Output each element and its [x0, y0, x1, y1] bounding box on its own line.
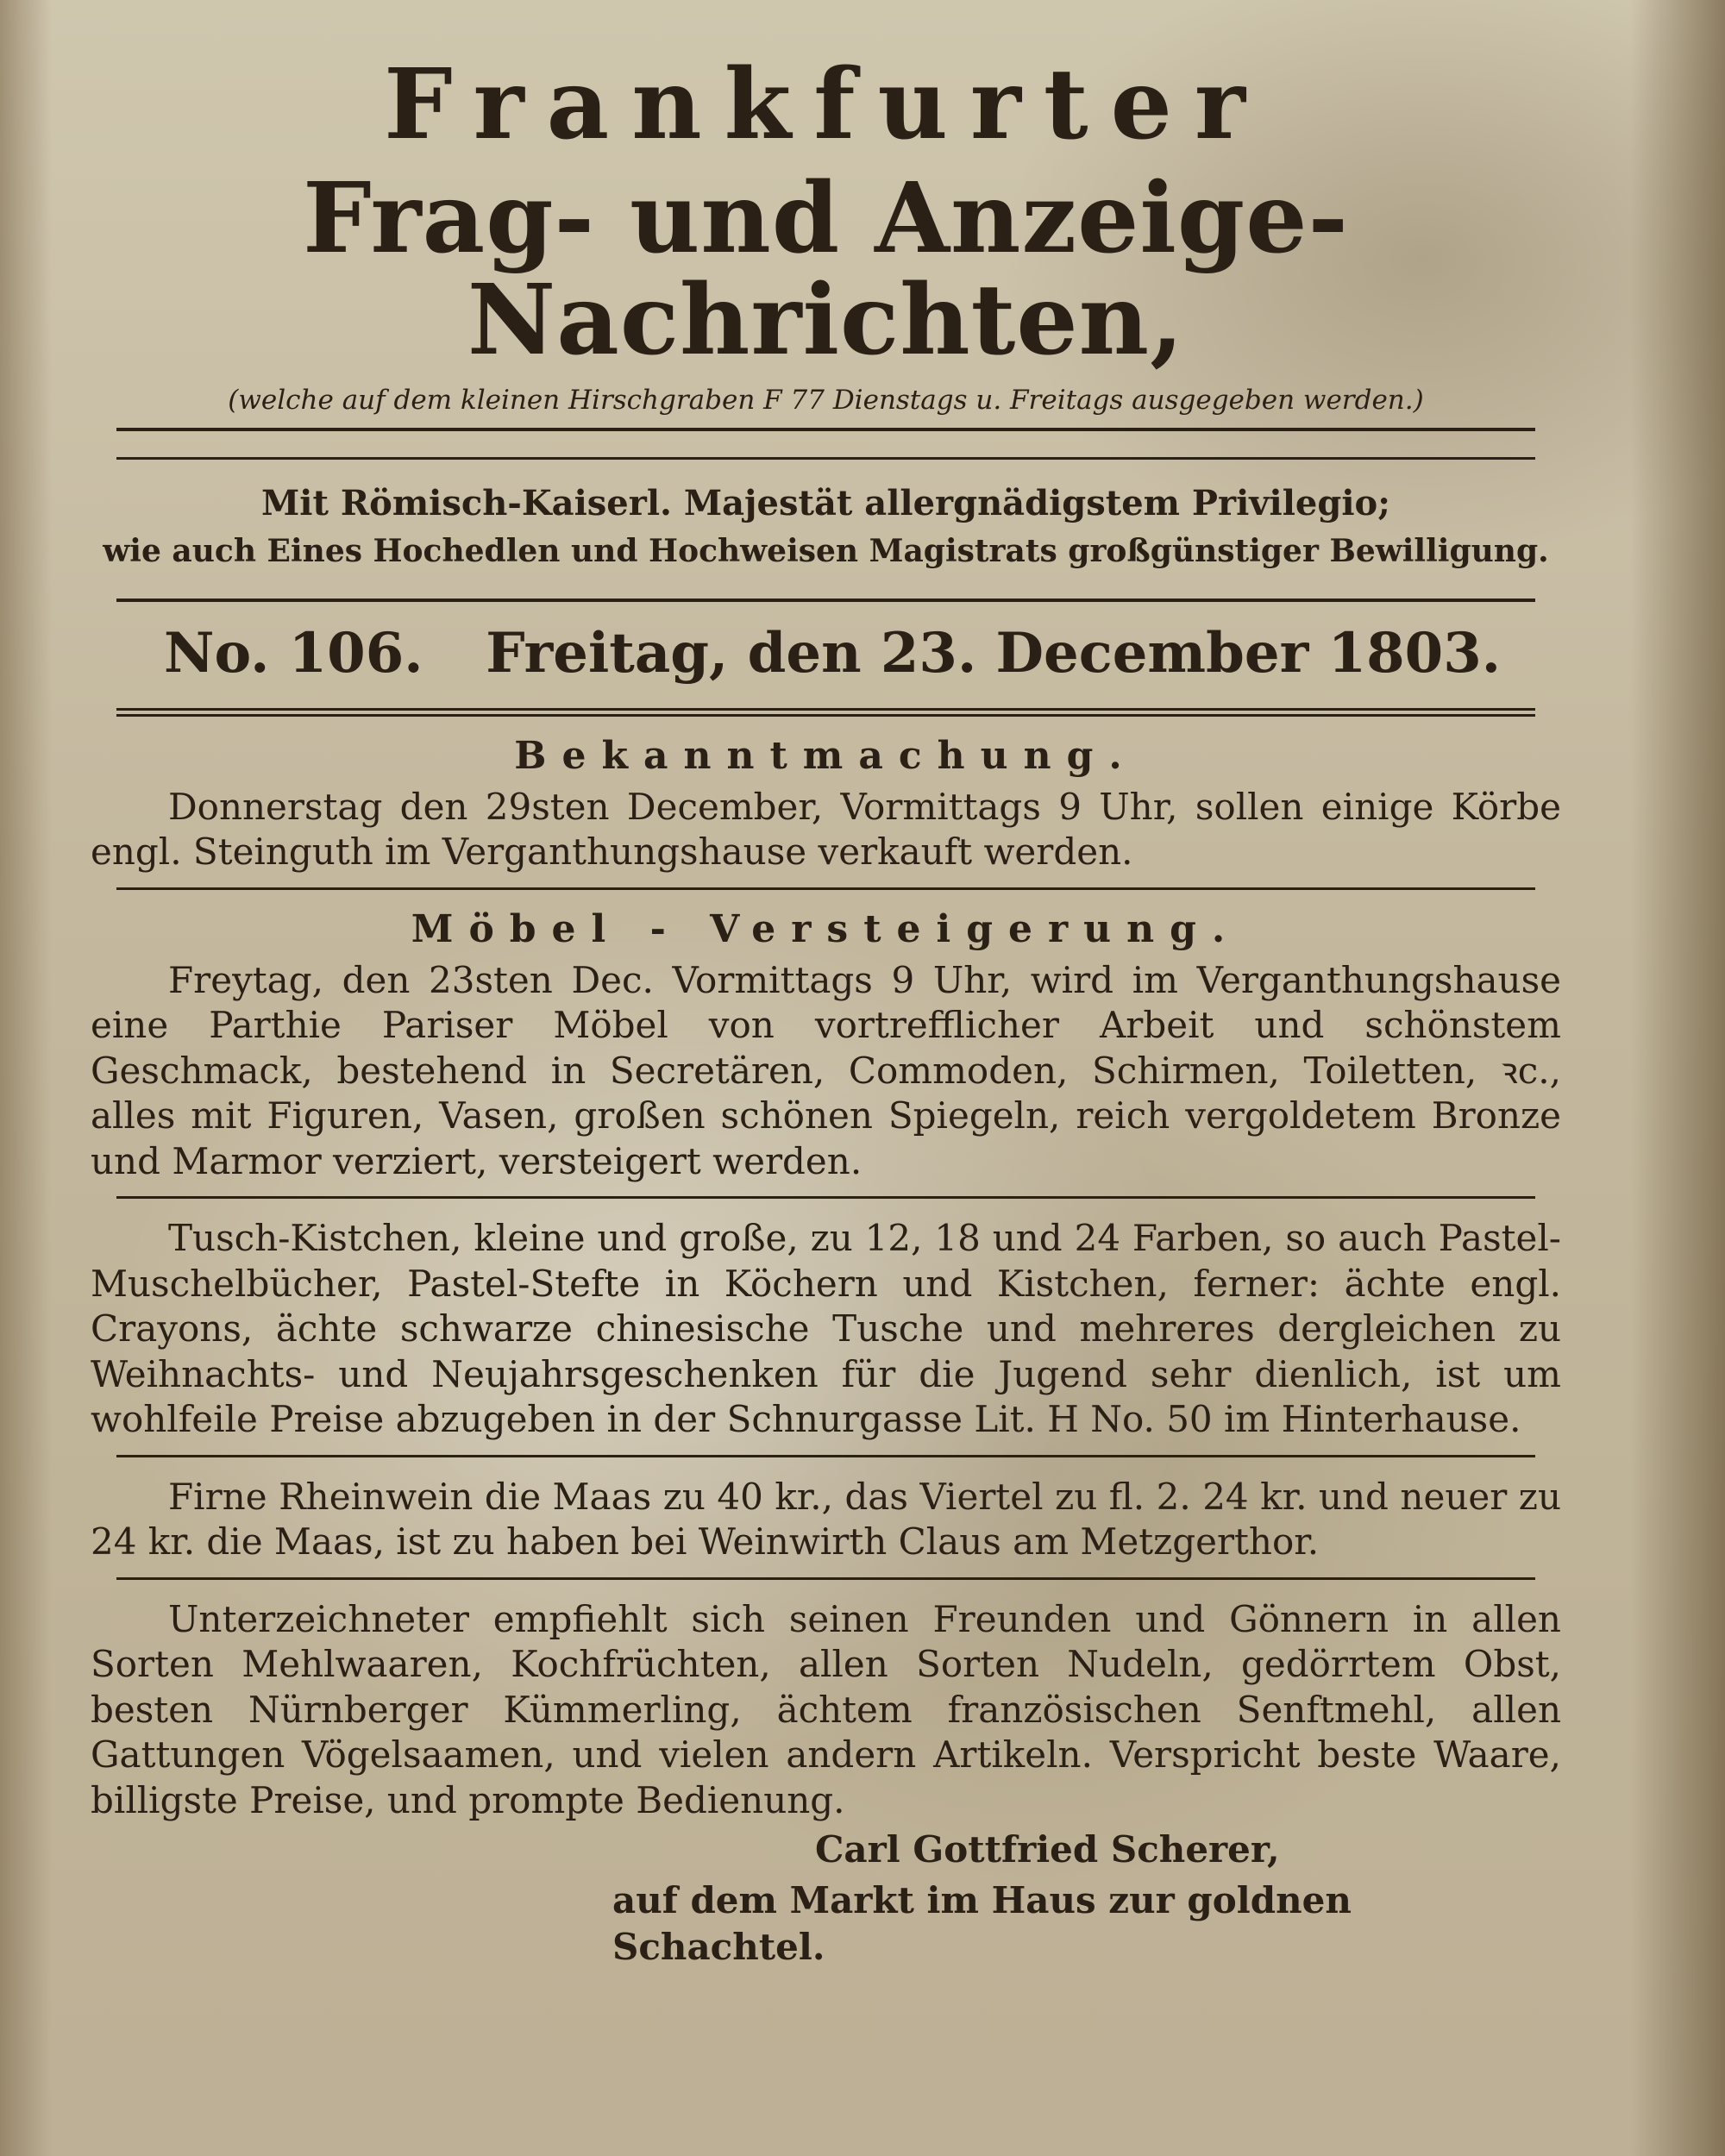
section-text: Donnerstag den 29sten December, Vormittags 9 Uhr, sollen einige Körbe engl. Steinguth im Verganthungshause verkauft werden.	[91, 785, 1561, 874]
page-shadow-right	[1630, 0, 1725, 2156]
notice-bekanntmachung	[82, 734, 1570, 875]
privilege-line2: wie auch Eines Hochedlen und Hochweisen Magistrats großgünstiger Bewilligung.	[103, 533, 1549, 570]
signature-name: Carl Gottfried Scherer,	[815, 1828, 1280, 1871]
issue-date: Freitag, den 23. December 1803.	[486, 620, 1501, 686]
section-title: Bekanntmachung.	[514, 733, 1138, 778]
section-text: Firne Rheinwein die Maas zu 40 kr., das Viertel zu fl. 2. 24 kr. und neuer zu 24 kr. die Maas, ist zu haben bei Weinwirth Claus am Metzgerthor.	[91, 1475, 1561, 1564]
notice-moebel-versteigerung	[82, 907, 1570, 1185]
divider	[116, 887, 1535, 890]
masthead-title-line2: Frag- und Anzeige-Nachrichten,	[303, 162, 1349, 377]
masthead-subtitle: (welche auf dem kleinen Hirschgraben F 77 Dienstags u. Freitags ausgegeben werden.)	[228, 385, 1424, 417]
signature-address: auf dem Markt im Haus zur goldnen Schachtel.	[612, 1878, 1352, 1969]
section-title: Möbel - Versteigerung.	[411, 906, 1241, 951]
section-text: Tusch-Kistchen, kleine und große, zu 12, 18 und 24 Farben, so auch Pastel-Muschelbücher, Pastel-Stefte in Köchern und Kistchen, ferner: ächte engl. Crayons, ächte schwarze chinesische Tusche und mehreres dergleichen zu Weihnachts- und Neujahrsgeschenken für die Jugend sehr dienlich, ist um wohlfeile Preise abzugeben in der Schnurgasse Lit. H No. 50 im Hinterhause.	[91, 1217, 1561, 1441]
page-content	[82, 34, 1570, 1971]
section-text: Freytag, den 23sten Dec. Vormittags 9 Uhr, wird im Verganthungshause eine Parthie Pariser Möbel von vortrefflicher Arbeit und schönstem Geschmack, bestehend in Secretären, Commoden, Schirmen, Toiletten, ꝛc., alles mit Figuren, Vasen, großen schönen Spiegeln, reich vergoldetem Bronze und Marmor verziert, versteigert werden.	[91, 958, 1561, 1182]
issue-dateline	[82, 621, 1570, 686]
divider	[116, 1196, 1535, 1199]
privilege-notice	[82, 479, 1570, 573]
page-shadow-left	[0, 0, 52, 2156]
issue-number: No. 106.	[164, 620, 423, 686]
divider	[116, 457, 1535, 460]
divider	[116, 428, 1535, 431]
notice-tusch-kistchen	[82, 1216, 1570, 1443]
notice-rheinwein	[82, 1475, 1570, 1565]
divider	[116, 1455, 1535, 1457]
notice-scherer	[82, 1597, 1570, 1971]
masthead-title-line1: Frankfurter	[384, 48, 1268, 161]
section-text: Unterzeichneter empfiehlt sich seinen Freunden und Gönnern in allen Sorten Mehlwaaren, Kochfrüchten, allen Sorten Nudeln, gedörrtem Obst, besten Nürnberger Kümmerling, ächtem französischen Senftmehl, allen Gattungen Vögelsaamen, und vielen andern Artikeln. Verspricht beste Waare, billigste Preise, und prompte Bedienung.	[91, 1597, 1561, 1821]
divider	[116, 708, 1535, 717]
divider	[116, 599, 1535, 602]
divider	[116, 1577, 1535, 1580]
privilege-line1: Mit Römisch-Kaiserl. Majestät allergnädigstem Privilegio;	[261, 483, 1390, 524]
